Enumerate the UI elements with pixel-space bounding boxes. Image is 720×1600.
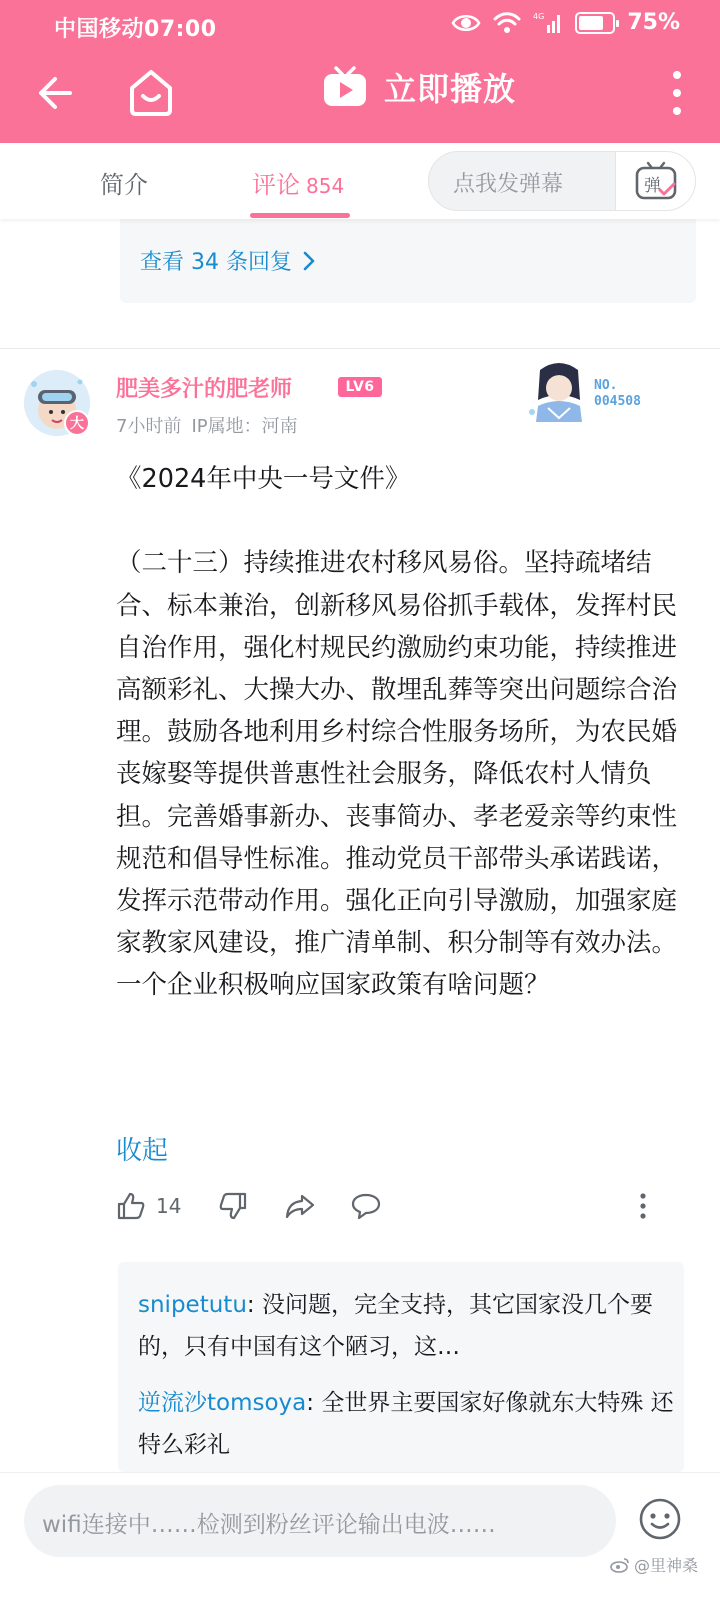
comment-actions xyxy=(116,1184,676,1228)
sub-reply[interactable] xyxy=(138,1284,678,1368)
app-header xyxy=(0,0,720,143)
wifi-icon xyxy=(493,11,521,35)
signal-icon xyxy=(533,11,563,35)
sub-reply[interactable] xyxy=(138,1382,678,1466)
share-button[interactable] xyxy=(284,1184,316,1228)
battery-icon xyxy=(575,12,615,34)
comment-ip-location: IP属地：河南 xyxy=(191,416,298,437)
comment-username[interactable]: 肥美多汁的肥老师 xyxy=(116,377,293,402)
comment-more-button[interactable] xyxy=(636,1184,650,1228)
emoji-icon[interactable] xyxy=(638,1497,682,1541)
carrier-name: 中国移动 xyxy=(54,17,145,42)
tab-bar xyxy=(0,143,720,219)
nav-bar xyxy=(0,50,720,143)
tv-play-icon xyxy=(322,65,368,109)
active-tab-indicator xyxy=(250,213,350,218)
like-icon xyxy=(116,1191,146,1221)
watermark-text: @里神桑 xyxy=(633,1556,698,1575)
network-label: 4G xyxy=(533,11,545,21)
comment-content: 《2024年中央一号文件》 （二十三）持续推进农村移风易俗。坚持疏堵结合、标本兼治，创新移风易俗抓手载体，发挥村民自治作用，强化村规民约激励约束功能，持续推进高额彩礼、大操大办、散埋乱葬等突出问题综合治理。鼓励各地利用乡村综合性服务场所，为农民婚丧嫁娶等提供普惠性社会服务，降低农村人情负担。完善婚事新办、丧事简办、孝老爱亲等约束性规范和倡导性标准。推动党员干部带头承诺践诺，发挥示范带动作用。强化正向引导激励，加强家庭家教家风建设，推广清单制、积分制等有效办法。 一个企业积极响应国家政策有啥问题？ xyxy=(116,464,678,1001)
dislike-button[interactable] xyxy=(218,1184,248,1228)
more-vertical-icon xyxy=(636,1191,650,1221)
sub-reply-text: 全世界主要国家好像就东大特殊 还特么彩礼 xyxy=(138,1390,674,1458)
tab-comments-label: 评论 xyxy=(252,171,300,199)
dislike-icon xyxy=(218,1191,248,1221)
eye-icon xyxy=(451,12,481,34)
fan-badge-character-icon xyxy=(524,360,594,426)
status-icons xyxy=(451,10,680,35)
sub-reply-user[interactable]: snipetutu xyxy=(138,1292,247,1318)
carrier-time xyxy=(54,12,217,43)
danmaku-icon xyxy=(634,160,678,202)
like-count: 14 xyxy=(156,1194,182,1218)
avatar[interactable] xyxy=(24,370,90,436)
sub-replies[interactable] xyxy=(118,1262,684,1472)
home-icon[interactable] xyxy=(124,64,178,120)
clock: 07:00 xyxy=(144,17,217,42)
comment-input-placeholder: wifi连接中……检测到粉丝评论输出电波…… xyxy=(42,1512,496,1538)
level-badge: LV6 xyxy=(338,377,382,397)
sub-reply-user[interactable]: 逆流沙tomsoya xyxy=(138,1390,307,1416)
danmaku-input[interactable] xyxy=(428,151,696,211)
play-now-button[interactable] xyxy=(322,64,516,110)
fan-badge-number: NO. 004508 xyxy=(594,378,641,409)
fan-badge[interactable] xyxy=(524,360,704,426)
reply-button[interactable] xyxy=(350,1184,382,1228)
tab-comments[interactable] xyxy=(252,165,344,200)
share-icon xyxy=(284,1191,316,1221)
view-replies-label: 查看 34 条回复 xyxy=(140,250,292,275)
tab-intro[interactable]: 简介 xyxy=(100,171,148,199)
chevron-right-icon xyxy=(302,250,316,272)
comment-bottom-bar xyxy=(0,1472,720,1600)
weibo-icon xyxy=(610,1557,630,1573)
comment-input[interactable] xyxy=(24,1485,616,1557)
comment-time: 7小时前 xyxy=(116,416,182,437)
previous-replies-card xyxy=(120,219,696,303)
view-replies-link[interactable] xyxy=(140,245,316,276)
tab-comments-count: 854 xyxy=(306,174,345,198)
more-vertical-icon[interactable] xyxy=(670,68,684,118)
battery-fill xyxy=(579,16,603,30)
danmaku-glyph: 弹 xyxy=(643,176,661,196)
avatar-badge: 大 xyxy=(64,410,90,436)
watermark xyxy=(610,1553,698,1576)
comment-divider xyxy=(0,348,720,349)
sub-reply-colon: : xyxy=(306,1390,322,1416)
play-now-label: 立即播放 xyxy=(384,70,517,108)
danmaku-toggle-button[interactable] xyxy=(615,152,695,210)
status-bar xyxy=(0,0,720,50)
back-arrow-icon[interactable] xyxy=(30,66,84,120)
danmaku-placeholder: 点我发弹幕 xyxy=(453,172,564,197)
reply-icon xyxy=(350,1191,382,1221)
sub-reply-text: 没问题，完全支持，其它国家没几个要的，只有中国有这个陋习，这… xyxy=(138,1292,653,1360)
collapse-link[interactable]: 收起 xyxy=(116,1136,169,1166)
like-button[interactable] xyxy=(116,1184,181,1228)
sub-reply-colon: : xyxy=(246,1292,262,1318)
comment-meta xyxy=(116,412,298,438)
battery-percent: 75% xyxy=(627,10,680,35)
